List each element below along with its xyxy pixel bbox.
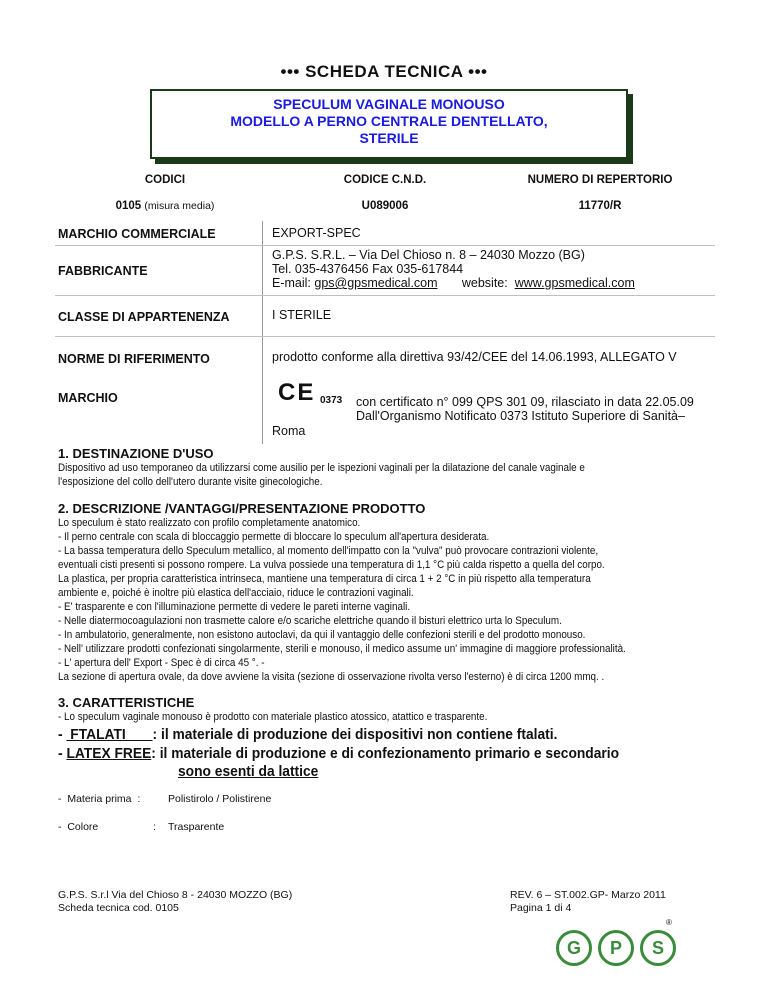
section-2-line: ambiente e, poiché è inoltre più elastica dell'acciaio, riduce le contrazioni vaginali.	[58, 587, 414, 599]
logo-letter: P	[598, 930, 634, 966]
section-2-body	[58, 516, 672, 684]
cnd-value: U089006	[361, 200, 409, 212]
website-link[interactable]: www.gpsmedical.com	[514, 276, 635, 290]
section-2-line: La plastica, per propria caratteristica intrinseca, mantiene una temperatura di circa 1 + 2 °C in più rispetto alla temperatura	[58, 573, 591, 585]
section-2-line: - Nelle diatermocoagulazioni non trasmette calore e/o scariche elettriche quando il bisturi elettrico urta lo Speculum.	[58, 615, 562, 627]
section-2-line: - E' trasparente e con l'illuminazione permette di vedere le pareti interne vaginali.	[58, 601, 411, 613]
latex-line-2: sono esenti da lattice	[178, 763, 319, 780]
latex-key: LATEX FREE	[66, 745, 152, 762]
codici-header: CODICI	[144, 174, 186, 186]
title-line-2: MODELLO A PERNO CENTRALE DENTELLATO,	[230, 113, 548, 129]
fabbricante-address: G.P.S. S.R.L. – Via Del Chioso n. 8 – 24030 Mozzo (BG)	[272, 248, 585, 262]
email-link[interactable]: gps@gpsmedical.com	[314, 276, 438, 290]
ce-number: 0373	[320, 395, 343, 406]
ftalati-line	[58, 725, 557, 744]
section-1-title: 1. DESTINAZIONE D'USO	[58, 446, 214, 461]
section-2-line: - Nell' utilizzare prodotti confezionati singolarmente, sterili e monouso, il medico assume un' immagine di maggiore professionalità.	[58, 643, 626, 655]
row-separator	[55, 295, 715, 296]
footer-revision: REV. 6 – ST.002.GP- Marzo 2011	[510, 889, 666, 901]
colore-label: - Colore	[58, 821, 99, 833]
footer-doc-code: Scheda tecnica cod. 0105	[58, 902, 179, 914]
section-3-intro	[58, 710, 672, 724]
section-2-line: - La bassa temperatura dello Speculum metallico, al momento dell'impatto con la "vulva" può provocare contrazioni violente,	[58, 545, 599, 557]
email-prefix: E-mail:	[272, 276, 311, 290]
title-line-3: STERILE	[359, 130, 419, 146]
section-2-line: - L' apertura dell' Export - Spec è di circa 45 °. -	[58, 657, 265, 669]
marchio-label: MARCHIO	[58, 391, 118, 405]
latex-dash: -	[58, 745, 67, 762]
marchio-cert-1: con certificato n° 099 QPS 301 09, rilasciato in data 22.05.09	[356, 395, 694, 409]
registered-mark: ®	[666, 918, 672, 927]
ce-mark: CE	[278, 379, 316, 406]
colore-sep: :	[153, 821, 156, 833]
logo-letter: S	[640, 930, 676, 966]
fabbricante-label: FABBRICANTE	[58, 264, 148, 278]
fabbricante-value	[272, 248, 635, 290]
section-2-line: - Il perno centrale con scala di bloccaggio permette di bloccare lo speculum all'apertura desiderata.	[58, 531, 490, 543]
row-separator	[55, 336, 715, 337]
repertorio-header: NUMERO DI REPERTORIO	[527, 174, 673, 186]
section-3-line: - Lo speculum vaginale monouso è prodotto con materiale plastico atossico, atattico e trasparente.	[58, 711, 488, 723]
footer-company: G.P.S. S.r.l Via del Chioso 8 - 24030 MOZZO (BG)	[58, 889, 293, 901]
footer-page: Pagina 1 di 4	[510, 902, 572, 914]
footer-left	[58, 889, 292, 915]
norme-label: NORME DI RIFERIMENTO	[58, 352, 210, 366]
marchio-cert-3: Roma	[272, 424, 306, 438]
section-2-line: - In ambulatorio, generalmente, non esistono autoclavi, da qui il vantaggio delle confezioni sterili e del prodotto monouso.	[58, 629, 586, 641]
section-1-line: l'esposizione del collo dell'utero durante visite ginecologiche.	[58, 476, 323, 488]
fabbricante-phone: Tel. 035-4376456 Fax 035-617844	[272, 262, 464, 276]
section-1-body	[58, 461, 672, 489]
marchio-commerciale-value: EXPORT-SPEC	[272, 226, 361, 240]
section-3-title: 3. CARATTERISTICHE	[58, 695, 195, 710]
table-divider	[262, 221, 263, 444]
classe-label: CLASSE DI APPARTENENZA	[58, 310, 230, 324]
latex-text: : il materiale di produzione e di confezionamento primario e secondario	[151, 745, 620, 762]
gps-logo	[556, 930, 676, 966]
logo-letter: G	[556, 930, 592, 966]
ftalati-dash: -	[58, 726, 67, 743]
code-note: (misura media)	[144, 200, 215, 212]
section-2-line: eventuali cisti presenti si possono rompere. La vulva possiede una temperatura di 1,1 °C più calda rispetto a quella del corpo.	[58, 559, 605, 571]
section-1-line: Dispositivo ad uso temporaneo da utilizzarsi come ausilio per le ispezioni vaginali per la dilatazione del canale vaginale e	[58, 462, 585, 474]
norme-value: prodotto conforme alla direttiva 93/42/CEE del 14.06.1993, ALLEGATO V	[272, 350, 677, 364]
cnd-header: CODICE C.N.D.	[343, 174, 427, 186]
repertorio-value: 11770/R	[578, 200, 622, 212]
code-number: 0105	[115, 200, 142, 212]
section-2-title: 2. DESCRIZIONE /VANTAGGI/PRESENTAZIONE PRODOTTO	[58, 501, 426, 516]
title-line-1: SPECULUM VAGINALE MONOUSO	[273, 96, 505, 112]
website-prefix: website:	[461, 276, 508, 290]
ftalati-key: FTALATI	[66, 726, 153, 743]
colore-value: Trasparente	[168, 821, 225, 833]
marchio-commerciale-label: MARCHIO COMMERCIALE	[58, 227, 216, 241]
section-2-line: Lo speculum è stato realizzato con profilo completamente anatomico.	[58, 517, 361, 529]
marchio-cert-2: Dall'Organismo Notificato 0373 Istituto Superiore di Sanità–	[356, 409, 685, 423]
section-2-line: La sezione di apertura ovale, da dove avviene la visita (sezione di osservazione rivolta verso l'esterno) è di circa 1200 mmq. .	[58, 671, 605, 683]
materia-value: Polistirolo / Polistirene	[168, 793, 272, 805]
codici-value	[80, 200, 250, 212]
classe-value: I STERILE	[272, 308, 332, 322]
footer-right	[510, 889, 666, 915]
row-separator	[55, 245, 715, 246]
document-header: ••• SCHEDA TECNICA •••	[280, 62, 488, 81]
product-title-box	[150, 89, 628, 159]
materia-label: - Materia prima :	[58, 793, 141, 805]
latex-line	[58, 744, 619, 763]
fabbricante-contacts	[272, 276, 635, 290]
ftalati-text: : il materiale di produzione dei dispositivi non contiene ftalati.	[152, 726, 558, 743]
